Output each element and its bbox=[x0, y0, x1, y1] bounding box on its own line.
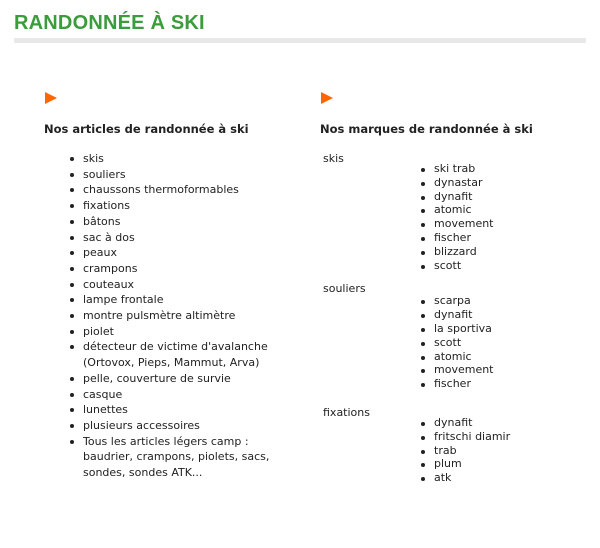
list-item: montre pulsmètre altimètre bbox=[83, 308, 294, 324]
list-item: trab bbox=[434, 444, 590, 458]
list-item: fixations bbox=[83, 198, 294, 214]
list-item: pelle, couverture de survie bbox=[83, 371, 294, 387]
list-item: détecteur de victime d'avalanche (Ortovox, Pieps, Mammut, Arva) bbox=[83, 339, 294, 370]
list-item: bâtons bbox=[83, 214, 294, 230]
brand-group-fixations bbox=[320, 406, 590, 485]
list-item: Tous les articles légers camp : baudrier, crampons, piolets, sacs, sondes, sondes ATK... bbox=[83, 434, 294, 481]
list-item: plum bbox=[434, 457, 590, 471]
title-divider bbox=[14, 38, 586, 43]
arrow-right-icon bbox=[321, 92, 333, 104]
list-item: dynafit bbox=[434, 308, 590, 322]
brand-group-label: souliers bbox=[323, 282, 366, 296]
list-item: skis bbox=[83, 151, 294, 167]
articles-section bbox=[44, 92, 294, 481]
page-title: RANDONNÉE À SKI bbox=[14, 12, 205, 34]
list-item: fischer bbox=[434, 231, 590, 245]
list-item: dynafit bbox=[434, 190, 590, 204]
list-item: atomic bbox=[434, 203, 590, 217]
list-item: peaux bbox=[83, 245, 294, 261]
list-item: piolet bbox=[83, 324, 294, 340]
list-item: blizzard bbox=[434, 245, 590, 259]
list-item: sac à dos bbox=[83, 230, 294, 246]
list-item: plusieurs accessoires bbox=[83, 418, 294, 434]
list-item: fritschi diamir bbox=[434, 430, 590, 444]
brand-group-skis bbox=[320, 152, 590, 272]
list-item: scott bbox=[434, 336, 590, 350]
brand-group-label: skis bbox=[323, 152, 344, 165]
list-item: movement bbox=[434, 363, 590, 377]
list-item: dynafit bbox=[434, 416, 590, 430]
arrow-right-icon bbox=[45, 92, 57, 104]
brand-list bbox=[320, 282, 590, 391]
list-item: la sportiva bbox=[434, 322, 590, 336]
list-item: lunettes bbox=[83, 402, 294, 418]
list-item: ski trab bbox=[434, 162, 590, 176]
list-item: fischer bbox=[434, 377, 590, 391]
list-item: crampons bbox=[83, 261, 294, 277]
list-item: couteaux bbox=[83, 277, 294, 293]
list-item: souliers bbox=[83, 167, 294, 183]
list-item: movement bbox=[434, 217, 590, 231]
brands-heading: Nos marques de randonnée à ski bbox=[320, 122, 533, 136]
articles-heading: Nos articles de randonnée à ski bbox=[44, 122, 249, 136]
list-item: atomic bbox=[434, 350, 590, 364]
list-item: dynastar bbox=[434, 176, 590, 190]
list-item: chaussons thermoformables bbox=[83, 182, 294, 198]
list-item: scarpa bbox=[434, 294, 590, 308]
brand-group-souliers bbox=[320, 282, 590, 391]
articles-list bbox=[44, 151, 294, 481]
list-item: atk bbox=[434, 471, 590, 485]
list-item: scott bbox=[434, 259, 590, 273]
list-item: casque bbox=[83, 387, 294, 403]
brand-list bbox=[320, 152, 590, 272]
list-item: lampe frontale bbox=[83, 292, 294, 308]
brands-section bbox=[320, 92, 590, 485]
brand-group-label: fixations bbox=[323, 405, 370, 419]
